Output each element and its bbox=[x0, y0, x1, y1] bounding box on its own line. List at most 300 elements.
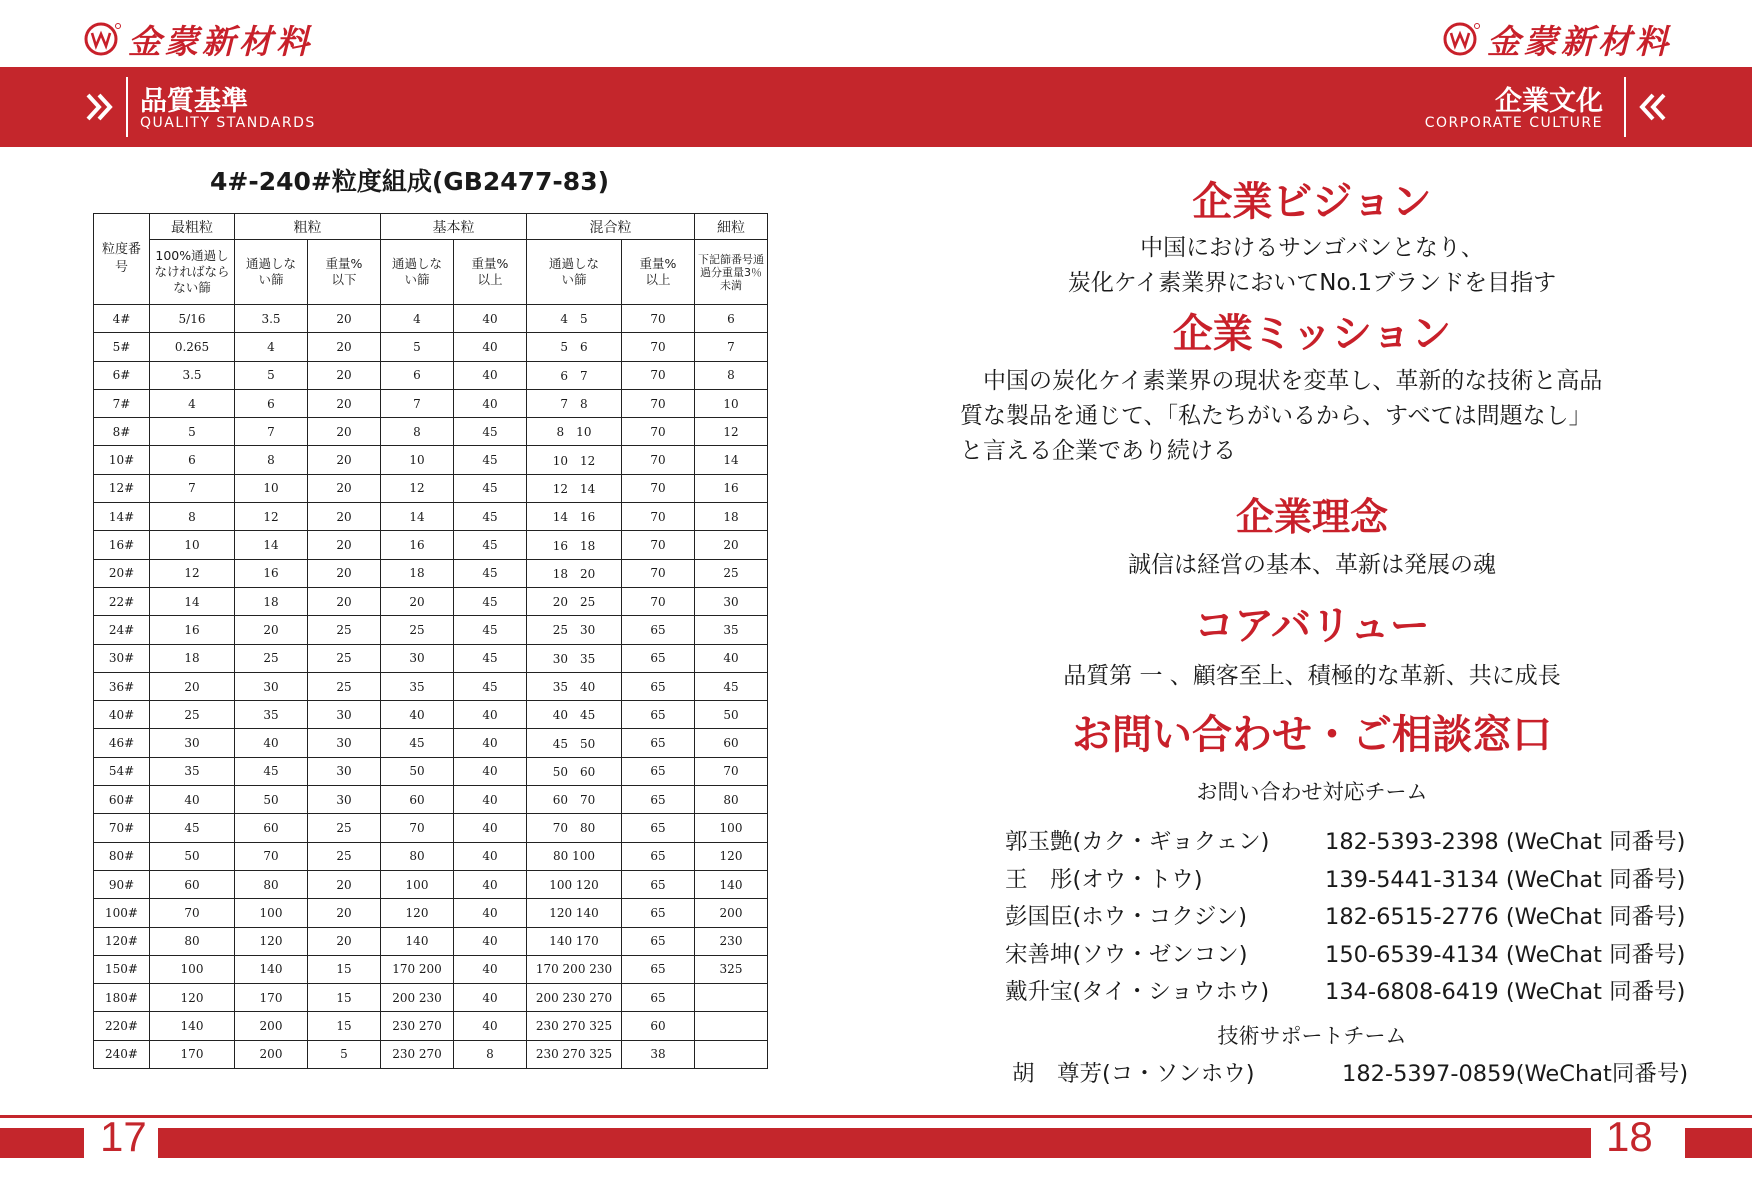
page-number-left: 17 bbox=[100, 1113, 147, 1160]
table-cell: 60 bbox=[235, 814, 308, 842]
table-cell: 40 bbox=[454, 899, 527, 927]
table-cell: 40 bbox=[454, 955, 527, 983]
table-row bbox=[94, 587, 768, 615]
table-cell: 325 bbox=[695, 955, 768, 983]
table-cell: 38 bbox=[622, 1040, 695, 1068]
table-cell: 80 100 bbox=[527, 842, 622, 870]
table-cell: 18 bbox=[235, 587, 308, 615]
table-cell: 20 bbox=[308, 418, 381, 446]
table-row bbox=[94, 955, 768, 983]
table-row bbox=[94, 842, 768, 870]
contact-row bbox=[1005, 937, 1685, 969]
sub-header: 通過しない篩 bbox=[527, 240, 622, 305]
table-cell: 100 bbox=[235, 899, 308, 927]
brand-name: 金蒙新材料 bbox=[128, 21, 313, 61]
table-cell: 65 bbox=[622, 927, 695, 955]
table-cell: 25 bbox=[150, 701, 235, 729]
table-cell: 8 bbox=[235, 446, 308, 474]
table-row bbox=[94, 305, 768, 333]
grit-number-cell: 180# bbox=[94, 984, 150, 1012]
table-row bbox=[94, 418, 768, 446]
table-cell: 70 bbox=[235, 842, 308, 870]
table-cell: 230 270 325 bbox=[527, 1012, 622, 1040]
table-cell: 70 bbox=[622, 559, 695, 587]
table-cell: 170 bbox=[150, 1040, 235, 1068]
table-cell: 200 230 270 bbox=[527, 984, 622, 1012]
table-row bbox=[94, 927, 768, 955]
table-cell: 230 bbox=[695, 927, 768, 955]
section-banner bbox=[0, 67, 1752, 147]
table-cell: 16 bbox=[150, 616, 235, 644]
table-cell: 25 bbox=[695, 559, 768, 587]
table-cell: 30 35 bbox=[527, 644, 622, 672]
table-cell: 40 bbox=[454, 842, 527, 870]
vision-text-line: 中国におけるサンゴバンとなり、 bbox=[1140, 235, 1484, 261]
table-cell: 3.5 bbox=[150, 361, 235, 389]
brand-mark-icon bbox=[84, 22, 122, 56]
table-cell: 10 bbox=[150, 531, 235, 559]
grit-number-cell: 16# bbox=[94, 531, 150, 559]
table-row bbox=[94, 786, 768, 814]
support-heading: 技術サポートチーム bbox=[1217, 1024, 1407, 1048]
table-title: 4#-240#粒度組成(GB2477-83) bbox=[210, 167, 610, 196]
grit-number-cell: 5# bbox=[94, 333, 150, 361]
table-cell: 7 bbox=[381, 389, 454, 417]
table-cell: 25 bbox=[308, 814, 381, 842]
table-cell: 5 bbox=[235, 361, 308, 389]
right-section-title: 企業文化 bbox=[1495, 86, 1603, 117]
table-cell: 80 bbox=[695, 786, 768, 814]
table-row bbox=[94, 644, 768, 672]
table-cell: 50 bbox=[235, 786, 308, 814]
table-cell: 30 bbox=[235, 672, 308, 700]
table-cell: 5 6 bbox=[527, 333, 622, 361]
table-cell: 45 bbox=[454, 559, 527, 587]
table-cell: 70 80 bbox=[527, 814, 622, 842]
grit-number-cell: 8# bbox=[94, 418, 150, 446]
table-cell: 40 bbox=[454, 814, 527, 842]
table-cell: 40 45 bbox=[527, 701, 622, 729]
grit-number-cell: 54# bbox=[94, 757, 150, 785]
table-cell: 100 bbox=[150, 955, 235, 983]
grit-number-cell: 46# bbox=[94, 729, 150, 757]
table-cell: 45 bbox=[454, 616, 527, 644]
mission-text-line: 中国の炭化ケイ素業界の現状を変革し、革新的な技術と高品 bbox=[960, 368, 1603, 394]
table-cell: 140 bbox=[381, 927, 454, 955]
table-cell: 35 bbox=[381, 672, 454, 700]
contact-name: 王 彤(オウ・トウ) bbox=[1005, 866, 1203, 893]
table-cell: 200 bbox=[235, 1012, 308, 1040]
grit-number-cell: 100# bbox=[94, 899, 150, 927]
table-cell: 8 bbox=[454, 1040, 527, 1068]
table-cell: 65 bbox=[622, 842, 695, 870]
table-cell: 45 bbox=[454, 672, 527, 700]
table-cell: 20 bbox=[235, 616, 308, 644]
table-cell: 120 bbox=[150, 984, 235, 1012]
table-cell: 120 bbox=[381, 899, 454, 927]
table-cell: 20 25 bbox=[527, 587, 622, 615]
table-cell: 70 bbox=[622, 531, 695, 559]
table-cell: 12 bbox=[695, 418, 768, 446]
table-cell: 20 bbox=[308, 389, 381, 417]
table-cell: 70 bbox=[381, 814, 454, 842]
table-cell: 140 bbox=[150, 1012, 235, 1040]
table-row bbox=[94, 531, 768, 559]
table-cell: 20 bbox=[308, 474, 381, 502]
table-cell: 50 bbox=[695, 701, 768, 729]
table-cell: 200 bbox=[235, 1040, 308, 1068]
table-cell: 3.5 bbox=[235, 305, 308, 333]
table-cell: 65 bbox=[622, 672, 695, 700]
table-cell: 15 bbox=[308, 955, 381, 983]
table-row bbox=[94, 757, 768, 785]
table-cell: 45 bbox=[454, 446, 527, 474]
table-cell: 20 bbox=[308, 333, 381, 361]
grit-number-cell: 14# bbox=[94, 503, 150, 531]
table-cell: 20 bbox=[150, 672, 235, 700]
table-cell: 40 bbox=[454, 333, 527, 361]
table-cell: 230 270 325 bbox=[527, 1040, 622, 1068]
table-cell: 65 bbox=[622, 786, 695, 814]
table-cell: 70 bbox=[622, 587, 695, 615]
grit-number-cell: 220# bbox=[94, 1012, 150, 1040]
table-cell: 7 bbox=[150, 474, 235, 502]
table-cell: 70 bbox=[622, 474, 695, 502]
grit-size-table bbox=[93, 213, 768, 1069]
grit-number-cell: 36# bbox=[94, 672, 150, 700]
left-section-subtitle: QUALITY STANDARDS bbox=[140, 115, 316, 131]
table-row bbox=[94, 1012, 768, 1040]
grit-number-cell: 90# bbox=[94, 870, 150, 898]
table-cell: 170 200 230 bbox=[527, 955, 622, 983]
table-cell: 40 bbox=[454, 389, 527, 417]
sub-header: 下記篩番号通過分重量3％未満 bbox=[695, 240, 768, 305]
table-cell: 40 bbox=[454, 305, 527, 333]
contact-phone[interactable]: 150-6539-4134 (WeChat 同番号) bbox=[1325, 941, 1686, 968]
banner-divider bbox=[126, 77, 128, 137]
contact-row bbox=[1005, 862, 1685, 894]
table-cell: 30 bbox=[381, 644, 454, 672]
table-cell: 25 bbox=[381, 616, 454, 644]
table-cell: 15 bbox=[308, 984, 381, 1012]
team-heading: お問い合わせ対応チーム bbox=[1196, 780, 1428, 804]
left-section-title: 品質基準 bbox=[140, 86, 248, 117]
mission-text-line: 質な製品を通じて、「私たちがいるから、すべては問題なし」 bbox=[960, 403, 1592, 429]
table-cell: 20 bbox=[695, 531, 768, 559]
table-cell: 15 bbox=[308, 1012, 381, 1040]
table-cell: 80 bbox=[150, 927, 235, 955]
table-cell: 8 bbox=[150, 503, 235, 531]
contact-name: 郭玉艶(カク・ギョクェン) bbox=[1005, 829, 1270, 855]
grit-number-cell: 20# bbox=[94, 559, 150, 587]
table-cell bbox=[695, 1012, 768, 1040]
grit-number-cell: 22# bbox=[94, 587, 150, 615]
table-cell: 20 bbox=[308, 531, 381, 559]
table-cell: 30 bbox=[308, 757, 381, 785]
table-cell: 50 bbox=[150, 842, 235, 870]
table-cell: 70 bbox=[622, 446, 695, 474]
table-cell: 25 bbox=[308, 644, 381, 672]
table-cell: 40 bbox=[150, 786, 235, 814]
table-row bbox=[94, 389, 768, 417]
table-row bbox=[94, 701, 768, 729]
table-cell: 65 bbox=[622, 701, 695, 729]
table-cell: 40 bbox=[454, 870, 527, 898]
table-cell: 14 16 bbox=[527, 503, 622, 531]
table-cell: 60 bbox=[381, 786, 454, 814]
table-cell: 16 18 bbox=[527, 531, 622, 559]
table-cell: 7 8 bbox=[527, 389, 622, 417]
table-cell: 40 bbox=[381, 701, 454, 729]
mission-heading: 企業ミッション bbox=[1172, 311, 1452, 357]
table-cell: 10 bbox=[381, 446, 454, 474]
table-cell: 30 bbox=[308, 786, 381, 814]
table-cell: 120 140 bbox=[527, 899, 622, 927]
table-cell: 140 bbox=[235, 955, 308, 983]
table-row bbox=[94, 616, 768, 644]
table-cell: 20 bbox=[308, 446, 381, 474]
sub-header: 100%通過しなければならない篩 bbox=[150, 240, 235, 305]
double-chevron-right-icon bbox=[84, 91, 116, 123]
table-cell: 70 bbox=[622, 333, 695, 361]
table-cell: 25 bbox=[235, 644, 308, 672]
contact-name: 戴升宝(タイ・ショウホウ) bbox=[1005, 979, 1270, 1005]
table-row bbox=[94, 672, 768, 700]
page-number-right: 18 bbox=[1606, 1113, 1653, 1160]
double-chevron-left-icon bbox=[1636, 91, 1668, 123]
table-cell: 5 bbox=[381, 333, 454, 361]
table-cell: 18 bbox=[695, 503, 768, 531]
table-cell: 50 60 bbox=[527, 757, 622, 785]
contact-name: 宋善坤(ソウ・ゼンコン) bbox=[1005, 941, 1248, 968]
table-cell bbox=[695, 1040, 768, 1068]
table-cell: 40 bbox=[235, 729, 308, 757]
table-cell: 60 bbox=[622, 1012, 695, 1040]
table-cell: 40 bbox=[454, 757, 527, 785]
table-cell: 65 bbox=[622, 955, 695, 983]
table-cell: 65 bbox=[622, 644, 695, 672]
table-cell: 6 bbox=[381, 361, 454, 389]
contact-row bbox=[1005, 824, 1685, 856]
table-cell: 5 bbox=[308, 1040, 381, 1068]
group-header: 細粒 bbox=[695, 214, 768, 240]
table-cell: 6 7 bbox=[527, 361, 622, 389]
table-cell: 35 bbox=[695, 616, 768, 644]
sub-header: 通過しない篩 bbox=[235, 240, 308, 305]
table-cell: 70 bbox=[622, 418, 695, 446]
table-cell: 200 230 bbox=[381, 984, 454, 1012]
table-cell: 0.265 bbox=[150, 333, 235, 361]
table-cell: 14 bbox=[381, 503, 454, 531]
table-cell: 14 bbox=[235, 531, 308, 559]
table-cell: 230 270 bbox=[381, 1040, 454, 1068]
vision-heading: 企業ビジョン bbox=[1192, 179, 1432, 225]
table-cell: 45 bbox=[454, 587, 527, 615]
table-cell: 70 bbox=[150, 899, 235, 927]
table-cell: 20 bbox=[308, 559, 381, 587]
table-cell: 4 5 bbox=[527, 305, 622, 333]
grit-number-cell: 60# bbox=[94, 786, 150, 814]
contact-row bbox=[1005, 899, 1685, 931]
table-cell: 70 bbox=[622, 361, 695, 389]
brand-name: 金蒙新材料 bbox=[1487, 21, 1672, 61]
table-row bbox=[94, 984, 768, 1012]
table-cell: 70 bbox=[695, 757, 768, 785]
table-cell: 140 170 bbox=[527, 927, 622, 955]
table-cell: 60 70 bbox=[527, 786, 622, 814]
table-cell: 50 bbox=[381, 757, 454, 785]
table-cell: 20 bbox=[308, 870, 381, 898]
table-cell: 40 bbox=[454, 786, 527, 814]
table-cell: 12 bbox=[381, 474, 454, 502]
table-cell: 40 bbox=[454, 361, 527, 389]
table-cell: 45 bbox=[381, 729, 454, 757]
sub-header: 重量%以下 bbox=[308, 240, 381, 305]
table-cell: 230 270 bbox=[381, 1012, 454, 1040]
footer-bar-left bbox=[0, 1128, 84, 1158]
grit-number-cell: 12# bbox=[94, 474, 150, 502]
table-row bbox=[94, 729, 768, 757]
table-cell: 45 bbox=[235, 757, 308, 785]
table-cell: 30 bbox=[150, 729, 235, 757]
table-cell: 120 bbox=[235, 927, 308, 955]
footer-bar-right bbox=[1685, 1128, 1752, 1158]
table-cell: 20 bbox=[308, 927, 381, 955]
contact-heading: お問い合わせ・ご相談窓口 bbox=[1072, 712, 1552, 758]
table-cell: 45 bbox=[454, 644, 527, 672]
mission-text bbox=[960, 364, 1670, 469]
banner-divider bbox=[1624, 77, 1626, 137]
brand-mark-icon bbox=[1443, 22, 1481, 56]
table-cell: 170 bbox=[235, 984, 308, 1012]
footer-bar-center bbox=[158, 1128, 1591, 1158]
sub-header: 重量%以上 bbox=[622, 240, 695, 305]
mission-text-line: と言える企業であり続ける bbox=[960, 438, 1236, 464]
contact-phone[interactable]: 182-5397-0859(WeChat同番号) bbox=[1342, 1061, 1689, 1087]
philosophy-text: 誠信は経営の基本、革新は発展の魂 bbox=[1128, 552, 1496, 578]
table-cell: 100 bbox=[695, 814, 768, 842]
table-cell: 14 bbox=[695, 446, 768, 474]
table-cell: 100 bbox=[381, 870, 454, 898]
table-cell: 45 bbox=[695, 672, 768, 700]
table-cell: 5 bbox=[150, 418, 235, 446]
brand-logo-left bbox=[84, 18, 313, 60]
table-cell: 12 14 bbox=[527, 474, 622, 502]
table-row bbox=[94, 870, 768, 898]
group-header: 基本粒 bbox=[381, 214, 527, 240]
table-cell: 4 bbox=[381, 305, 454, 333]
table-cell: 40 bbox=[454, 729, 527, 757]
table-cell: 7 bbox=[235, 418, 308, 446]
sub-header: 通過しない篩 bbox=[381, 240, 454, 305]
grit-number-cell: 150# bbox=[94, 955, 150, 983]
table-cell: 8 bbox=[695, 361, 768, 389]
table-cell: 35 bbox=[235, 701, 308, 729]
table-cell: 7 bbox=[695, 333, 768, 361]
right-section-subtitle: CORPORATE CULTURE bbox=[1424, 115, 1603, 131]
table-cell: 45 bbox=[150, 814, 235, 842]
table-cell: 20 bbox=[308, 899, 381, 927]
table-row bbox=[94, 474, 768, 502]
values-text: 品質第 一 、顧客至上、積極的な革新、共に成長 bbox=[1063, 663, 1561, 689]
table-cell: 12 bbox=[150, 559, 235, 587]
table-row bbox=[94, 446, 768, 474]
contact-phone[interactable]: 182-6515-2776 (WeChat 同番号) bbox=[1325, 904, 1686, 930]
table-cell: 80 bbox=[381, 842, 454, 870]
table-row bbox=[94, 559, 768, 587]
table-cell: 200 bbox=[695, 899, 768, 927]
table-cell: 35 bbox=[150, 757, 235, 785]
table-cell: 40 bbox=[454, 984, 527, 1012]
table-cell: 65 bbox=[622, 616, 695, 644]
group-header: 混合粒 bbox=[527, 214, 695, 240]
table-cell: 12 bbox=[235, 503, 308, 531]
table-cell: 16 bbox=[235, 559, 308, 587]
table-cell bbox=[695, 984, 768, 1012]
footer-line bbox=[0, 1115, 1752, 1118]
grit-number-cell: 70# bbox=[94, 814, 150, 842]
table-cell: 20 bbox=[308, 587, 381, 615]
contact-row bbox=[1005, 974, 1685, 1006]
table-cell: 45 bbox=[454, 474, 527, 502]
table-cell: 45 50 bbox=[527, 729, 622, 757]
table-cell: 5/16 bbox=[150, 305, 235, 333]
table-cell: 65 bbox=[622, 757, 695, 785]
grit-number-cell: 10# bbox=[94, 446, 150, 474]
table-cell: 20 bbox=[308, 503, 381, 531]
table-cell: 16 bbox=[695, 474, 768, 502]
grit-number-cell: 4# bbox=[94, 305, 150, 333]
grit-number-cell: 7# bbox=[94, 389, 150, 417]
grit-number-cell: 120# bbox=[94, 927, 150, 955]
values-heading: コアバリュー bbox=[1194, 603, 1430, 649]
contact-phone[interactable]: 182-5393-2398 (WeChat 同番号) bbox=[1325, 829, 1686, 855]
table-cell: 30 bbox=[308, 729, 381, 757]
contact-phone[interactable]: 134-6808-6419 (WeChat 同番号) bbox=[1325, 979, 1686, 1005]
contact-name: 胡 尊芳(コ・ソンホウ) bbox=[1012, 1061, 1255, 1087]
table-cell: 18 bbox=[150, 644, 235, 672]
contact-name: 彭国臣(ホウ・コクジン) bbox=[1005, 904, 1247, 930]
table-cell: 65 bbox=[622, 899, 695, 927]
table-cell: 65 bbox=[622, 814, 695, 842]
table-cell: 4 bbox=[150, 389, 235, 417]
group-header: 粗粒 bbox=[235, 214, 381, 240]
table-cell: 16 bbox=[381, 531, 454, 559]
table-row bbox=[94, 1040, 768, 1068]
table-cell: 14 bbox=[150, 587, 235, 615]
vision-text-line: 炭化ケイ素業界においてNo.1ブランドを目指す bbox=[1067, 270, 1557, 296]
table-cell: 65 bbox=[622, 984, 695, 1012]
table-cell: 20 bbox=[308, 305, 381, 333]
philosophy-heading: 企業理念 bbox=[1235, 495, 1388, 539]
table-cell: 170 200 bbox=[381, 955, 454, 983]
brand-logo-right bbox=[1443, 18, 1672, 60]
table-cell: 45 bbox=[454, 418, 527, 446]
table-cell: 70 bbox=[622, 305, 695, 333]
table-cell: 45 bbox=[454, 531, 527, 559]
table-cell: 10 12 bbox=[527, 446, 622, 474]
table-cell: 65 bbox=[622, 870, 695, 898]
table-cell: 25 bbox=[308, 672, 381, 700]
table-cell: 40 bbox=[454, 701, 527, 729]
group-header: 最粗粒 bbox=[150, 214, 235, 240]
table-cell: 8 10 bbox=[527, 418, 622, 446]
grit-number-cell: 6# bbox=[94, 361, 150, 389]
contact-phone[interactable]: 139-5441-3134 (WeChat 同番号) bbox=[1325, 866, 1686, 893]
table-cell: 120 bbox=[695, 842, 768, 870]
table-cell: 20 bbox=[308, 361, 381, 389]
table-cell: 6 bbox=[235, 389, 308, 417]
